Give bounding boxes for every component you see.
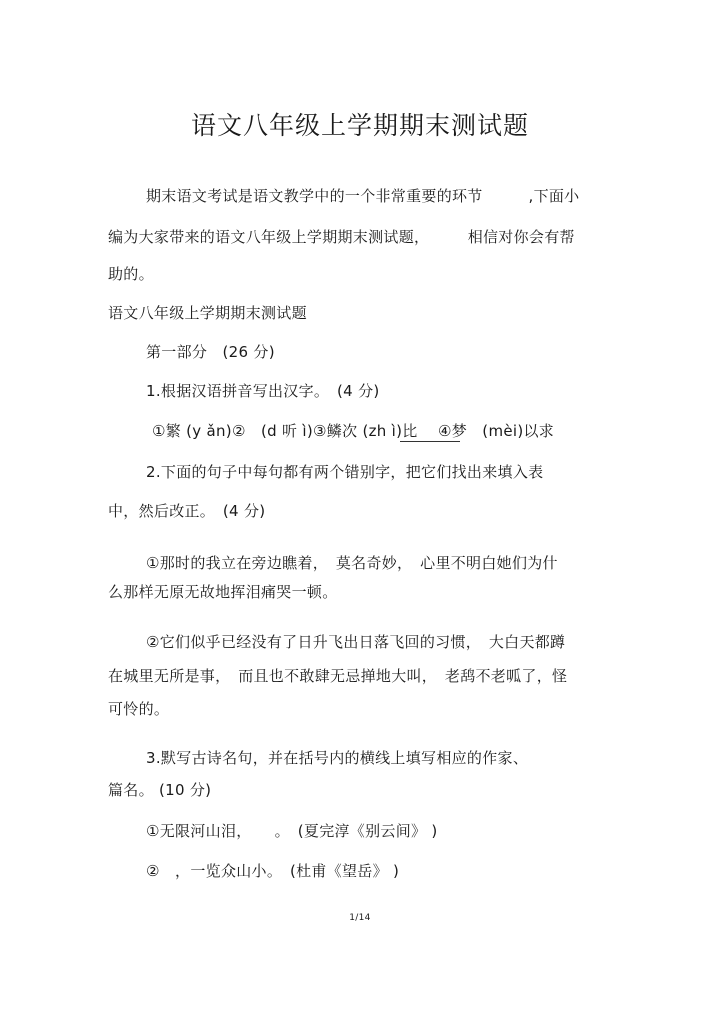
question-3-stem-line-1: 3.默写古诗名句，并在括号内的横线上填写相应的作家、: [146, 749, 529, 767]
poem-item-1: ①无限河山泪， 。 (夏完淳《别云间》 ): [146, 822, 438, 840]
intro-line-3: 助的。: [108, 265, 154, 283]
intro-line-2: 编为大家带来的语文八年级上学期期末测试题， 相信对你会有帮: [108, 228, 575, 246]
sentence-1-line-2: 么那样无原无故地挥泪痛哭一顿。: [108, 583, 338, 601]
answer-underline: [400, 441, 460, 442]
page-title: 语文八年级上学期期末测试题: [190, 111, 529, 140]
sentence-2-line-3: 可怜的。: [108, 700, 170, 718]
question-1-items: ①繁 (y ǎn)② (d 听 ì)③鳞次 (zh ì)比 ④梦 (mèi)以求: [152, 422, 555, 440]
question-2-stem-line-2: 中，然后改正。 (4 分): [108, 502, 266, 520]
intro-line-1: 期末语文考试是语文教学中的一个非常重要的环节 ,下面小: [146, 187, 580, 205]
page-number: 1/14: [349, 913, 371, 923]
question-2-stem-line-1: 2.下面的句子中每句都有两个错别字，把它们找出来填入表: [146, 463, 544, 481]
subheading: 语文八年级上学期期末测试题: [108, 304, 307, 322]
question-1-stem: 1.根据汉语拼音写出汉字。 (4 分): [146, 382, 380, 400]
part-heading: 第一部分 (26 分): [146, 343, 275, 361]
poem-item-2: ② ，一览众山小。 (杜甫《望岳》 ): [146, 862, 400, 880]
sentence-1-line-1: ①那时的我立在旁边瞧着， 莫名奇妙， 心里不明白她们为什: [146, 554, 558, 572]
sentence-2-line-2: 在城里无所是事， 而且也不敢肆无忌掸地大叫， 老鸹不老呱了，怪: [108, 667, 568, 685]
sentence-2-line-1: ②它们似乎已经没有了日升飞出日落飞回的习惯， 大白天都蹲: [146, 633, 566, 651]
question-3-stem-line-2: 篇名。 (10 分): [108, 781, 212, 799]
